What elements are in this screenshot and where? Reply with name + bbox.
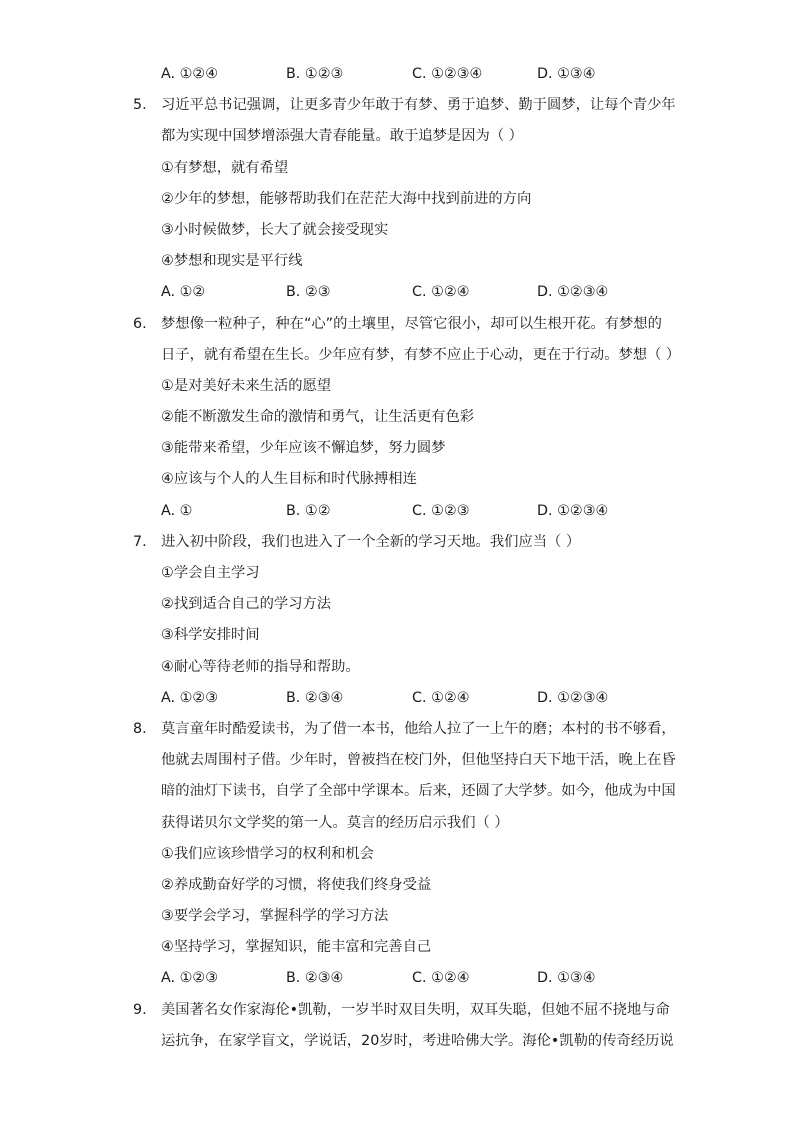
question-stem-line bbox=[0, 995, 794, 1026]
statement-text: ②能不断激发生命的激情和勇气，让生活更有色彩 bbox=[161, 409, 475, 426]
question-stem-line bbox=[0, 527, 794, 558]
question-number: 7. bbox=[133, 533, 147, 550]
statement-item bbox=[0, 932, 794, 963]
answer-option: B. ②③ bbox=[286, 284, 331, 301]
statement-text: ②少年的梦想，能够帮助我们在茫茫大海中找到前进的方向 bbox=[161, 190, 532, 207]
statement-item bbox=[0, 433, 794, 464]
question-stem-text: 运抗争，在家学盲文，学说话，20岁时，考进哈佛大学。海伦•凯勒的传奇经历说 bbox=[161, 1032, 674, 1049]
statement-text: ④耐心等待老师的指导和帮助。 bbox=[161, 658, 360, 675]
answer-option: B. ②③④ bbox=[286, 689, 344, 706]
statement-text: ①有梦想，就有希望 bbox=[161, 159, 289, 176]
statement-item bbox=[0, 371, 794, 402]
answer-option: B. ②③④ bbox=[286, 970, 344, 987]
question-stem-line bbox=[0, 1026, 794, 1057]
statement-text: ③科学安排时间 bbox=[161, 627, 260, 644]
statement-item bbox=[0, 184, 794, 215]
options-row bbox=[0, 963, 794, 994]
answer-option: C. ①②③④ bbox=[412, 66, 483, 82]
question-stem-text: 进入初中阶段，我们也进入了一个全新的学习天地。我们应当（ ） bbox=[161, 533, 581, 550]
answer-option: A. ① bbox=[161, 502, 193, 519]
options-row-q4 bbox=[0, 59, 794, 90]
statement-item bbox=[0, 153, 794, 184]
answer-option: B. ①②③ bbox=[286, 66, 344, 82]
statement-text: ①是对美好未来生活的愿望 bbox=[161, 377, 332, 394]
statement-text: ②养成勤奋好学的习惯，将使我们终身受益 bbox=[161, 876, 432, 893]
options-row bbox=[0, 683, 794, 714]
options-row bbox=[0, 277, 794, 308]
answer-option: D. ①③④ bbox=[537, 66, 596, 82]
answer-option: C. ①②④ bbox=[412, 970, 470, 987]
answer-option: D. ①②③④ bbox=[537, 689, 609, 706]
question-stem-line bbox=[0, 121, 794, 152]
answer-option: B. ①② bbox=[286, 502, 331, 519]
question-stem-text: 习近平总书记强调，让更多青少年敢于有梦、勇于追梦、勤于圆梦，让每个青少年 bbox=[161, 97, 676, 114]
question-number: 5. bbox=[133, 97, 147, 114]
statement-item bbox=[0, 464, 794, 495]
question-number: 8. bbox=[133, 720, 147, 737]
statement-text: ①我们应该珍惜学习的权利和机会 bbox=[161, 845, 374, 862]
question-stem-line bbox=[0, 309, 794, 340]
question-stem-text: 美国著名女作家海伦•凯勒，一岁半时双目失明，双耳失聪，但她不屈不挠地与命 bbox=[161, 1001, 670, 1018]
answer-option: C. ①②④ bbox=[412, 284, 470, 301]
question-stem-text: 梦想像一粒种子，种在“心”的土壤里，尽管它很小，却可以生根开花。有梦想的 bbox=[161, 315, 662, 332]
answer-option: C. ①②④ bbox=[412, 689, 470, 706]
statement-text: ④梦想和现实是平行线 bbox=[161, 253, 303, 270]
statement-text: ②找到适合自己的学习方法 bbox=[161, 596, 332, 613]
statement-item bbox=[0, 901, 794, 932]
answer-option: A. ①②③ bbox=[161, 689, 219, 706]
options-row bbox=[0, 496, 794, 527]
answer-option: A. ①② bbox=[161, 284, 206, 301]
question-stem-line bbox=[0, 90, 794, 121]
question-stem-text: 获得诺贝尔文学奖的第一人。莫言的经历启示我们（ ） bbox=[161, 814, 509, 831]
question-stem-text: 日子，就有希望在生长。少年应有梦，有梦不应止于心动，更在于行动。梦想（ ） bbox=[161, 346, 681, 363]
question-stem-text: 都为实现中国梦增添强大青春能量。敢于追梦是因为（ ） bbox=[161, 128, 523, 145]
statement-text: ①学会自主学习 bbox=[161, 565, 260, 581]
statement-item bbox=[0, 246, 794, 277]
answer-option: A. ①②③ bbox=[161, 970, 219, 987]
answer-option: C. ①②③ bbox=[412, 502, 470, 519]
question-stem-line bbox=[0, 745, 794, 776]
question-stem-text: 莫言童年时酷爱读书，为了借一本书，他给人拉了一上午的磨；本村的书不够看， bbox=[161, 720, 676, 737]
statement-item bbox=[0, 558, 794, 589]
answer-option: A. ①②④ bbox=[161, 66, 219, 82]
statement-item bbox=[0, 620, 794, 651]
statement-item bbox=[0, 402, 794, 433]
question-stem-text: 他就去周围村子借。少年时，曾被挡在校门外，但他坚持白天下地干活，晚上在昏 bbox=[161, 752, 676, 769]
statement-item bbox=[0, 652, 794, 683]
statement-text: ④应该与个人的人生目标和时代脉搏相连 bbox=[161, 471, 417, 488]
question-number: 9. bbox=[133, 1001, 147, 1018]
question-stem-line bbox=[0, 714, 794, 745]
statement-text: ③小时候做梦，长大了就会接受现实 bbox=[161, 221, 389, 238]
question-stem-text: 暗的油灯下读书，自学了全部中学课本。后来，还圆了大学梦。如今，他成为中国 bbox=[161, 783, 676, 800]
question-number: 6. bbox=[133, 315, 147, 332]
answer-option: D. ①③④ bbox=[537, 970, 596, 987]
statement-text: ③要学会学习，掌握科学的学习方法 bbox=[161, 908, 389, 925]
answer-option: D. ①②③④ bbox=[537, 284, 609, 301]
question-stem-line bbox=[0, 340, 794, 371]
question-stem-line bbox=[0, 808, 794, 839]
statement-item bbox=[0, 215, 794, 246]
statement-item bbox=[0, 839, 794, 870]
question-stem-line bbox=[0, 776, 794, 807]
statement-text: ④坚持学习，掌握知识，能丰富和完善自己 bbox=[161, 939, 432, 956]
statement-item bbox=[0, 589, 794, 620]
statement-text: ③能带来希望，少年应该不懈追梦，努力圆梦 bbox=[161, 440, 446, 457]
answer-option: D. ①②③④ bbox=[537, 502, 609, 519]
statement-item bbox=[0, 870, 794, 901]
